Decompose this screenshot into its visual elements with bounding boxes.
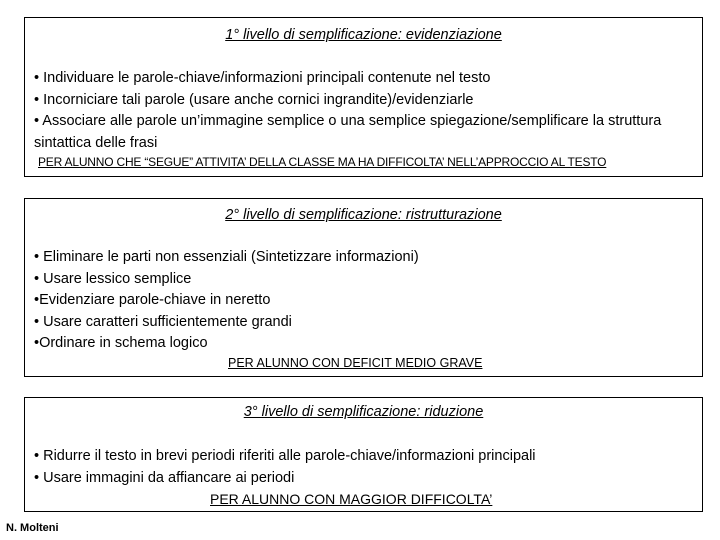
level-1-box [24,17,703,177]
level-3-box [24,397,703,512]
level-3-title: 3° livello di semplificazione: riduzione [243,404,484,420]
level-1-list [34,68,692,154]
list-item: • Usare caratteri sufficientemente grandi [34,313,292,330]
level-2-title: 2° livello di semplificazione: ristrutturazione [225,207,502,223]
list-item: • Usare immagini da affiancare ai periodi [34,469,295,486]
list-item: • Associare alle parole un’immagine semplice o una semplice spiegazione/semplificare la struttura sintattica delle frasi [34,113,662,151]
level-1-title: 1° livello di semplificazione: evidenziazione [225,27,502,43]
level-2-target: PER ALUNNO CON DEFICIT MEDIO GRAVE [228,356,483,370]
list-item: • Eliminare le parti non essenziali (Sintetizzare informazioni) [34,249,419,265]
level-1-target: PER ALUNNO CHE “SEGUE” ATTIVITA’ DELLA CLASSE MA HA DIFFICOLTA’ NELL’APPROCCIO AL TESTO [38,155,607,169]
list-item: • Individuare le parole-chiave/informazioni principali contenute nel testo [34,70,491,86]
list-item: • Incorniciare tali parole (usare anche cornici ingrandite)/evidenziarle [34,91,474,108]
list-item: • Usare lessico semplice [34,270,192,287]
author-credit: N. Molteni [6,522,59,534]
list-item: •Ordinare in schema logico [34,335,208,351]
level-3-list [34,446,692,489]
level-2-box [24,198,703,377]
list-item: • Ridurre il testo in brevi periodi riferiti alle parole-chiave/informazioni principali [34,448,536,464]
level-3-target: PER ALUNNO CON MAGGIOR DIFFICOLTA’ [210,491,493,507]
level-2-list [34,247,692,355]
list-item: •Evidenziare parole-chiave in neretto [34,292,271,308]
